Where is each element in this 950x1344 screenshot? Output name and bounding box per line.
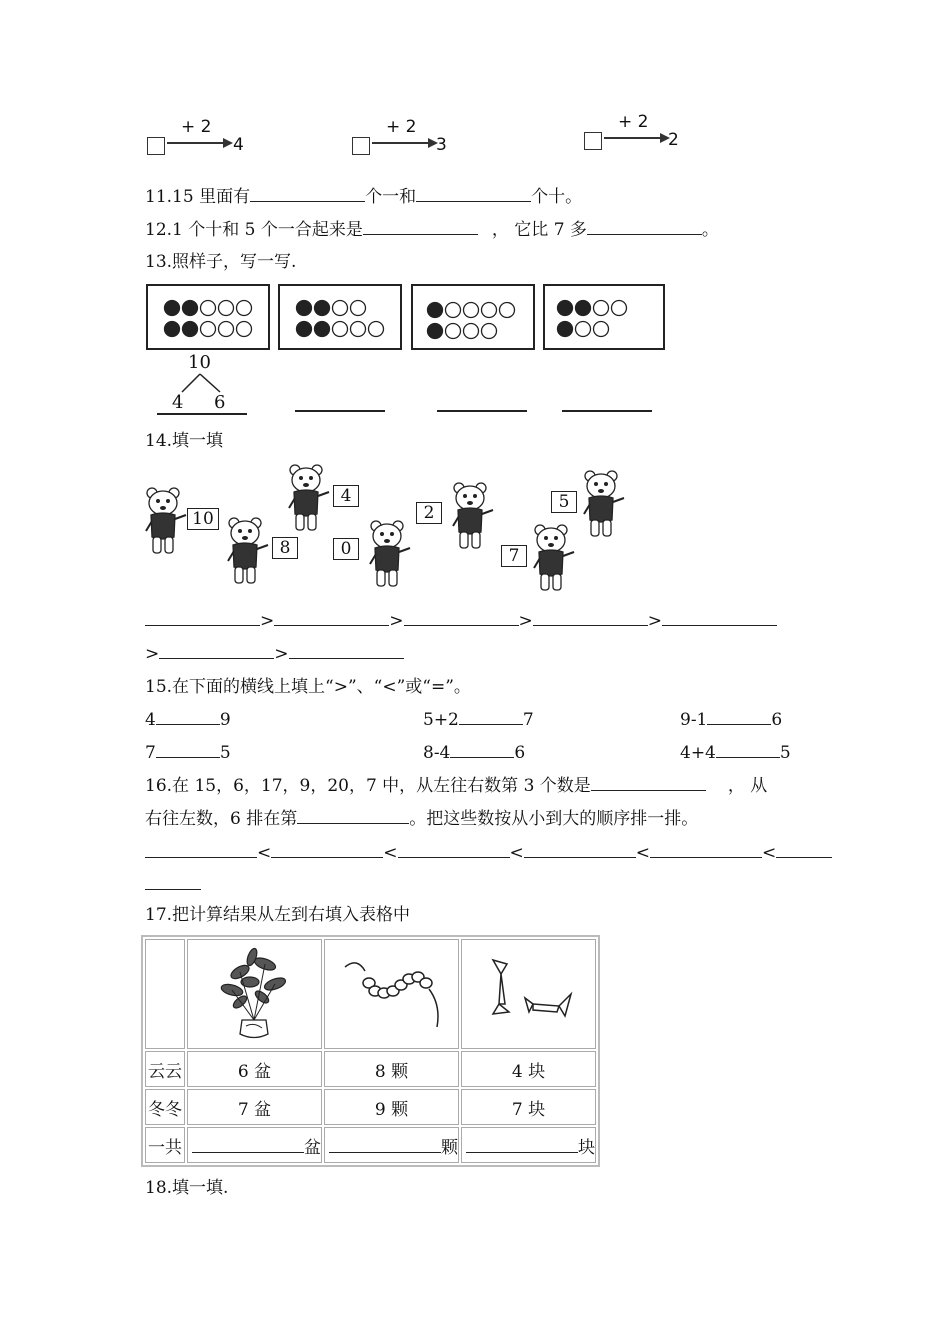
lt-sign: < — [762, 843, 777, 863]
dots-graphic — [413, 286, 533, 348]
q16-text: 16.在 15，6，17，9，20，7 中，从左往右数第 3 个数是 — [145, 776, 591, 796]
q12-blank-2[interactable] — [587, 218, 702, 235]
rhs: 7 — [522, 710, 534, 730]
compare-blank[interactable] — [156, 708, 220, 725]
answer-box[interactable] — [352, 137, 370, 155]
answer-box[interactable] — [147, 137, 165, 155]
total-cell — [461, 1127, 596, 1163]
value-cell: 6 盆 — [187, 1051, 322, 1087]
q16-line-1 — [145, 774, 767, 797]
lt-sign: < — [635, 843, 650, 863]
q14-answer-row-2 — [145, 642, 404, 665]
bear-icon — [285, 462, 331, 538]
gt-sign: > — [274, 644, 289, 664]
branch-lines — [178, 372, 224, 394]
candy-cell — [461, 939, 596, 1049]
number-card: 7 — [501, 545, 527, 567]
gt-sign: > — [260, 611, 275, 631]
candy-icon — [479, 952, 579, 1032]
q15-item — [145, 741, 231, 763]
header-empty-cell — [145, 939, 185, 1049]
arrow-op: + 2 — [181, 117, 212, 137]
bear-icon — [449, 480, 495, 556]
compare-blank[interactable] — [450, 741, 514, 758]
unit-label: 盆 — [304, 1137, 321, 1158]
rhs: 6 — [771, 710, 783, 730]
q13-title: 13.照样子，写一写. — [145, 252, 297, 272]
bear-icon — [366, 518, 412, 594]
q11-text-c: 个十。 — [531, 187, 583, 207]
q16-text: 右往左数，6 排在第 — [145, 809, 298, 829]
gt-sign: > — [518, 611, 533, 631]
bear-icon — [580, 468, 626, 544]
answer-line-4[interactable] — [562, 410, 652, 412]
q16-blank-2[interactable] — [297, 807, 409, 824]
dot-box-3 — [411, 284, 535, 350]
q12-text-a: 12.1 个十和 5 个一合起来是 — [145, 220, 363, 240]
dots-graphic — [545, 286, 663, 348]
value-cell: 7 块 — [461, 1089, 596, 1125]
dots-graphic — [148, 286, 268, 348]
dot-box-4 — [543, 284, 665, 350]
arrow-result: 3 — [436, 135, 447, 155]
q16-blank-1[interactable] — [591, 774, 706, 791]
dot-box-2 — [278, 284, 402, 350]
q18-title: 18.填一填. — [145, 1178, 229, 1198]
number-card: 5 — [551, 491, 577, 513]
row-name: 云云 — [145, 1051, 185, 1087]
q15-title: 15.在下面的横线上填上“>”、“<”或“=”。 — [145, 677, 471, 697]
example-right: 6 — [214, 392, 226, 413]
number-card: 4 — [333, 485, 359, 507]
q14-title: 14.填一填 — [145, 431, 224, 451]
results-table — [141, 935, 600, 1167]
number-card: 2 — [416, 502, 442, 524]
q11-text-a: 11.15 里面有 — [145, 187, 251, 207]
arrow-problem-2 — [350, 115, 480, 160]
q12-blank-1[interactable] — [363, 218, 478, 235]
q16-text: ， 从 — [727, 776, 768, 796]
q15-item — [423, 741, 525, 763]
potted-plant-icon — [210, 942, 300, 1042]
lhs: 4+4 — [680, 743, 716, 763]
q12-text-b: ， 它比 7 多 — [491, 220, 587, 240]
order-blank[interactable] — [271, 841, 383, 858]
gt-sign: > — [145, 644, 160, 664]
rhs: 6 — [514, 743, 526, 763]
q14-blank[interactable] — [159, 642, 274, 659]
number-card: 8 — [272, 537, 298, 559]
bear-icon — [530, 522, 576, 598]
number-card: 0 — [333, 538, 359, 560]
q16-line-2 — [145, 807, 698, 830]
compare-blank[interactable] — [707, 708, 771, 725]
order-blank[interactable] — [524, 841, 636, 858]
row-name: 冬冬 — [145, 1089, 185, 1125]
q14-blank[interactable] — [274, 609, 389, 626]
total-cell — [187, 1127, 322, 1163]
order-blank[interactable] — [776, 841, 832, 858]
lhs: 9-1 — [680, 710, 708, 730]
plant-cell — [187, 939, 322, 1049]
q14-blank[interactable] — [533, 609, 648, 626]
total-blank[interactable] — [466, 1136, 578, 1153]
bear-icon — [224, 515, 270, 591]
q14-blank[interactable] — [662, 609, 777, 626]
q14-blank[interactable] — [145, 609, 260, 626]
q11-blank-1[interactable] — [250, 185, 365, 202]
q12-text-c: 。 — [701, 220, 719, 240]
q15-item — [423, 708, 534, 730]
gt-sign: > — [647, 611, 662, 631]
q14-blank[interactable] — [289, 642, 404, 659]
unit-label: 颗 — [441, 1137, 458, 1158]
value-cell: 8 颗 — [324, 1051, 459, 1087]
arrow-problem-3 — [582, 110, 712, 155]
question-11 — [145, 185, 582, 208]
arrow-op: + 2 — [386, 117, 417, 137]
value-cell: 7 盆 — [187, 1089, 322, 1125]
example-top: 10 — [188, 352, 211, 373]
bear-icon — [142, 485, 188, 561]
gt-sign: > — [389, 611, 404, 631]
arrow-op: + 2 — [618, 112, 649, 132]
example-left: 4 — [172, 392, 184, 413]
order-blank[interactable] — [398, 841, 510, 858]
answer-box[interactable] — [584, 132, 602, 150]
lt-sign: < — [257, 843, 272, 863]
order-blank[interactable] — [650, 841, 762, 858]
total-blank[interactable] — [329, 1136, 441, 1153]
number-card: 10 — [187, 508, 219, 530]
compare-blank[interactable] — [716, 741, 780, 758]
q16-order-row — [145, 841, 832, 864]
dot-box-1 — [146, 284, 270, 350]
bead-string-icon — [337, 947, 447, 1037]
rhs: 9 — [219, 710, 231, 730]
lhs: 7 — [145, 743, 156, 763]
lhs: 4 — [145, 710, 156, 730]
value-cell: 4 块 — [461, 1051, 596, 1087]
rhs: 5 — [779, 743, 791, 763]
rhs: 5 — [219, 743, 231, 763]
lt-sign: < — [383, 843, 398, 863]
q11-text-b: 个一和 — [365, 187, 417, 207]
compare-blank[interactable] — [156, 741, 220, 758]
order-blank-continued[interactable] — [145, 889, 201, 890]
unit-label: 块 — [578, 1137, 595, 1158]
example-decomposition — [150, 352, 250, 418]
total-label: 一共 — [145, 1127, 185, 1163]
question-12 — [145, 218, 719, 241]
lhs: 5+2 — [423, 710, 459, 730]
lt-sign: < — [509, 843, 524, 863]
arrow-result: 4 — [233, 135, 244, 155]
example-line — [157, 413, 247, 415]
q15-item — [680, 741, 791, 763]
arrow-result: 2 — [668, 130, 679, 150]
order-blank[interactable] — [145, 841, 257, 858]
q15-item — [145, 708, 231, 730]
q17-title: 17.把计算结果从左到右填入表格中 — [145, 905, 411, 925]
compare-blank[interactable] — [459, 708, 523, 725]
q16-text: 。把这些数按从小到大的顺序排一排。 — [409, 809, 699, 829]
dots-graphic — [280, 286, 400, 348]
q15-item — [680, 708, 782, 730]
q14-answer-row-1 — [145, 609, 777, 632]
q14-blank[interactable] — [404, 609, 519, 626]
value-cell: 9 颗 — [324, 1089, 459, 1125]
total-blank[interactable] — [192, 1136, 304, 1153]
lhs: 8-4 — [423, 743, 451, 763]
answer-line-2[interactable] — [295, 410, 385, 412]
q11-blank-2[interactable] — [416, 185, 531, 202]
beads-cell — [324, 939, 459, 1049]
answer-line-3[interactable] — [437, 410, 527, 412]
arrow-problem-1 — [145, 115, 275, 160]
total-cell — [324, 1127, 459, 1163]
